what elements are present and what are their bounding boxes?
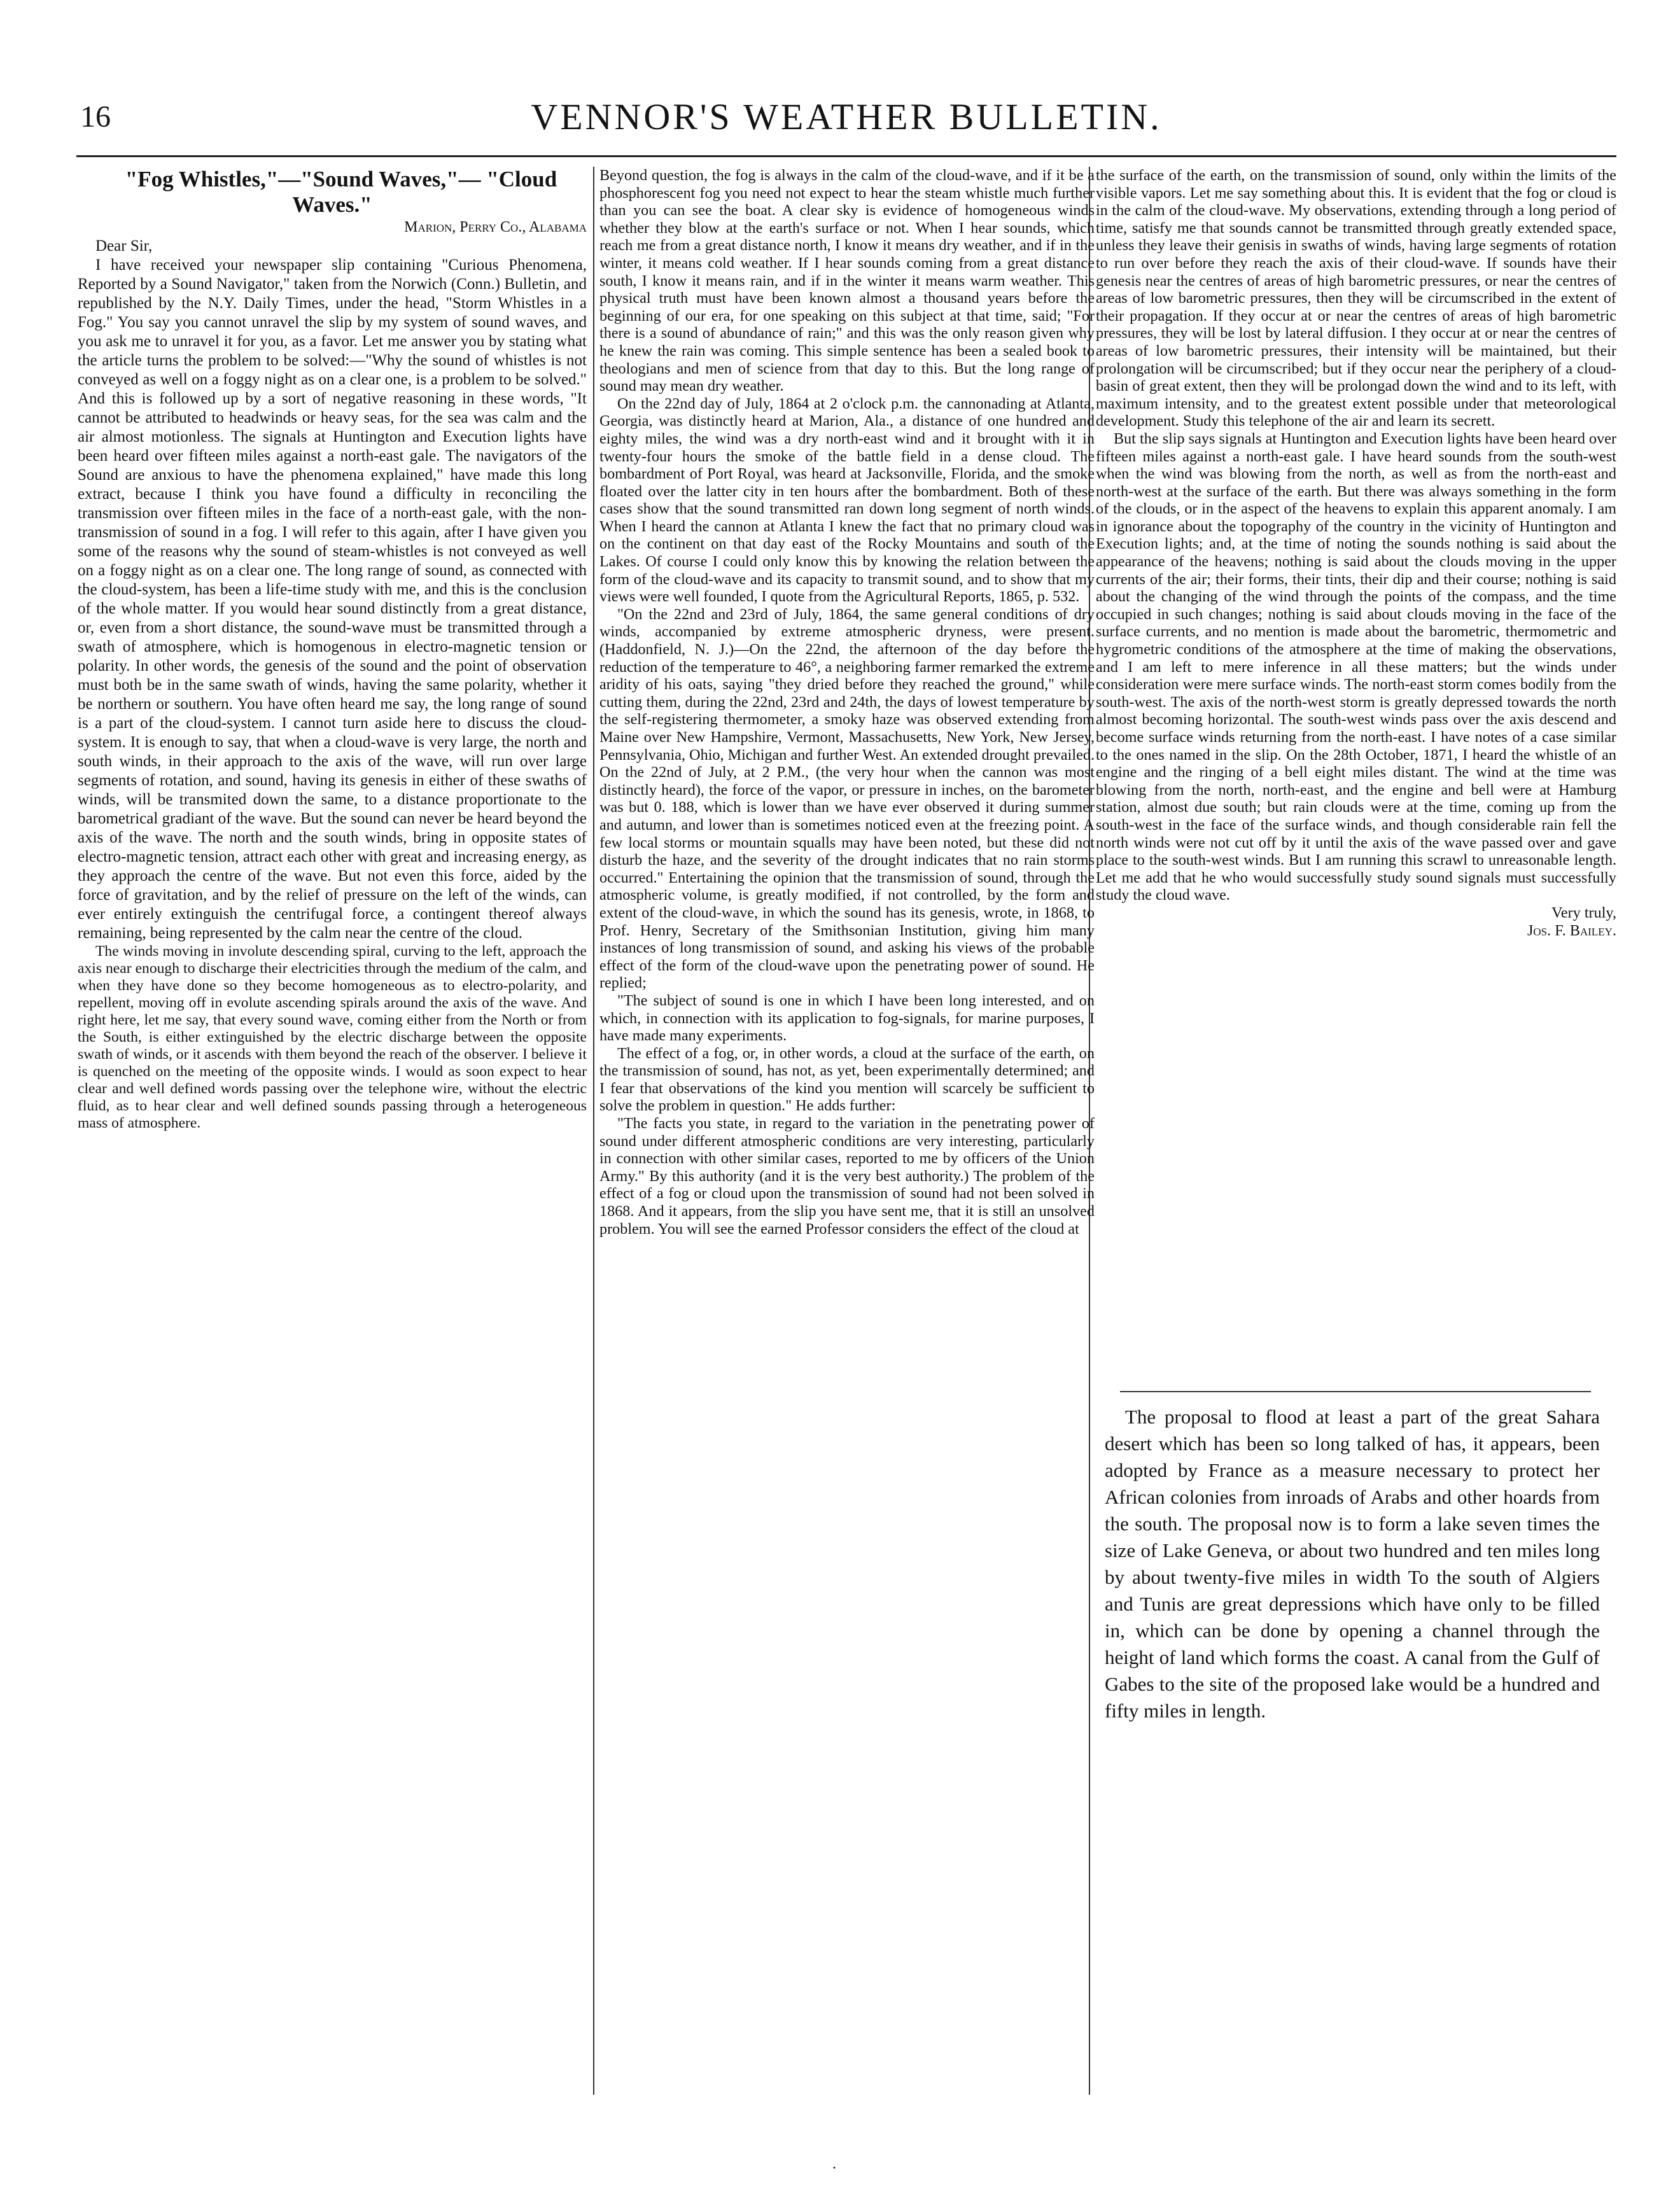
salutation: Dear Sir,	[95, 237, 153, 255]
footer-dot: .	[832, 2156, 836, 2172]
paragraph: The effect of a fog, or, in other words, a cloud at the surface of the earth, on the transmission of sound, has not, as yet, been experimentally determined; and I fear that observations of the kind you mention will scarcely be sufficient to solve the problem in question." He adds further:	[599, 1044, 1095, 1115]
header-rule	[76, 155, 1616, 157]
paragraph: On the 22nd day of July, 1864 at 2 o'clock p.m. the cannonading at Atlanta, Georgia, was distinctly heard at Marion, Ala., a distance of one hundred and eighty miles, the wind was a dry north-east wind and it brought with it in twenty-four hours the smoke of the battle field in a dense cloud. The bombardment of Port Royal, was heard at Jacksonville, Florida, and the smoke floated over the latter city in ten hours after the bombardment. Both of these cases show that the sound transmitted ran down long segment of north winds. When I heard the cannon at Atlanta I knew the fact that no primary cloud was on the continent on that day east of the Rocky Mountains and south of the Lakes. Of course I could only know this by knowing the relation between the form of the cloud-wave and its capacity to transmit sound, and to show that my views were well founded, I quote from the Agricultural Reports, 1865, p. 532.	[599, 395, 1095, 606]
bulletin-title: VENNOR'S WEATHER BULLETIN.	[531, 96, 1162, 137]
sahara-paragraph: The proposal to flood at least a part of the great Sahara desert which has been so long talked of has, it appears, been adopted by France as a measure necessary to protect her African colonies from inroads of Arabs and other hoards from the south. The proposal now is to form a lake seven times the size of Lake Geneva, or about two hundred and ten miles long by about twenty-five miles in width To the south of Algiers and Tunis are great depressions which have only to be filled in, which can be done by opening a channel through the height of land which forms the coast. A canal from the Gulf of Gabes to the site of the proposed lake would be a hundred and fifty miles in length.	[1105, 1406, 1600, 1722]
article-divider	[1120, 1391, 1591, 1392]
paragraph: I have received your newspaper slip containing "Curious Phenomena, Reported by a Sound Navigator," taken from the Norwich (Conn.) Bulletin, and republished by the N.Y. Daily Times, under the head, "Storm Whistles in a Fog." You say you cannot unravel the slip by my system of sound waves, and you ask me to unravel it for you, as a favor. Let me answer you by stating what the article turns the problem to be solved:—"Why the sound of whistles is not conveyed as well on a foggy night as on a clear one, is a problem to be solved." And this is followed up by a sort of negative reasoning in these words, "It cannot be attributed to headwinds or heavy seas, for the sea was calm and the air almost motionless. The signals at Huntington and Execution lights have been heard over fifteen miles against a north-east gale. The navigators of the Sound are anxious to have the phenomena explained," have made this long extract, because I think you have found a difficulty in reconciling the transmission over fifteen miles in the face of a north-east gale, with the non-transmission of sound in a fog. I will refer to this again, after I have given you some of the reasons why the sound of steam-whistles is not conveyed as well on a foggy night as on a clear one. The long range of sound, as connected with the cloud-system, has been a life-time study with me, and this is the conclusion of the whole matter. If you would hear sound distinctly from a great distance, or, even from a short distance, the sound-wave must be transmitted through a swath of atmosphere, which is homogenous in electro-magnetic tension or polarity. In other words, the genesis of the sound and the point of observation must both be in the same swath of winds, having the same polarity, whether it be northern or southern. You have often heard me say, the long range of sound is a part of the cloud-system. I cannot turn aside here to discuss the cloud-system. It is enough to say, that when a cloud-wave is very large, the north and south winds, in their approach to the axis of the wave, will run over large segments of rotation, and sound, having its genesis in either of these swaths of winds, will be transmited down the same, to a distance proportionate to the barometrical gradiant of the wave. But the sound can never be heard beyond the axis of the wave. The north and the south winds, bring in opposite states of electro-magnetic tension, attract each other with great and increasing energy, as they approach the centre of the wave. But not even this force, aided by the force of gravitation, and by the relief of pressure on the left of the winds, can ever entirely extinguish the centrifugal force, a contingent thereof always remaining, being represented by the calm near the centre of the cloud.	[78, 256, 587, 942]
column-1	[78, 167, 587, 2120]
paragraph: "On the 22nd and 23rd of July, 1864, the same general conditions of dry winds, accompanied by extreme atmospheric dryness, were present. (Haddonfield, N. J.)—On the 22nd, the afternoon of the day before the reduction of the temperature to 46°, a neighboring farmer remarked the extreme aridity of his oats, saying "they dried before they reached the ground," while cutting them, during the 22nd, 23rd and 24th, the days of lowest temperature by the self-registering thermometer, a smoky haze was observed extending from Maine over New Hampshire, Vermont, Massachusetts, New York, New Jersey, Pennsylvania, Ohio, Michigan and further West. An extended drought prevailed. On the 22nd of July, at 2 P.M., (the very hour when the cannon was most distinctly heard), the force of the vapor, or pressure in inches, on the barometer was but 0. 188, which is lower than we have ever observed it during summer and autumn, and lower than is sometimes noticed even at the freezing point. A few local storms or mountain squalls may have been noted, but these did not disturb the haze, and the severity of the drought indicates that no rain storms occurred." Entertaining the opinion that the transmission of sound, through the atmospheric volume, is greatly modified, if not controlled, by the form and extent of the cloud-wave, in which the sound has its genesis, wrote, in 1868, to Prof. Henry, Secretary of the Smithsonian Institution, giving him many instances of long transmission of sound, and asking his views of the probable effect of the form of the cloud-wave upon the penetrating power of sound. He replied;	[599, 605, 1095, 992]
paragraph: But the slip says signals at Huntington and Execution lights have been heard over fifteen miles against a north-east gale. I have heard sounds from the south-west when the wind was blowing from the north, as well as from the north-east and north-west at the surface of the earth. But there was always something in the form of the clouds, or in the aspect of the heavens to explain this apparent anomaly. I am in ignorance about the topography of the country in the vicinity of Huntington and Execution lights; and, at the time of noting the sounds nothing is said about the appearance of the heavens; nothing is said about the clouds moving in the upper currents of the air; their forms, their tints, their dip and their course; nothing is said about the changing of the wind through the points of the compass, and the time occupied in such changes; nothing is said about clouds moving in the face of the surface currents, and no mention is made about the barometric, thermometric and hygrometric conditions of the atmosphere at the time of making the observations, and I am left to mere inference in all these matters; but the winds under consideration were mere surface winds. The north-east storm comes bodily from the south-west. The axis of the north-west storm is greatly depressed towards the north almost becoming horizontal. The south-west winds pass over the axis descend and become surface winds returning from the north-east. I have notes of a case similar to the ones named in the slip. On the 28th October, 1871, I heard the whistle of an engine and the ringing of a bell eight miles distant. The wind at the time was blowing from the north, north-east, and the engine and bell were at Hamburg station, almost due south; but rain clouds were at the time, coming up from the south-west in the face of the surface winds, and though considerable rain fell the north winds were not cut off by it until the axis of the wave passed over and gave place to the south-west winds. But I am running this scrawl to unreasonable length. Let me add that he who would successfully study sound signals must successfully study the cloud wave.	[1096, 430, 1616, 904]
signature: Jos. F. Bailey.	[1527, 921, 1616, 939]
column-3	[1096, 167, 1616, 1376]
paragraph: Beyond question, the fog is always in the calm of the cloud-wave, and if it be a phosphorescent fog you need not expect to hear the steam whistle much further than you can see the boat. A clear sky is evidence of homogeneous winds whether they blow at the earth's surface or not. When I hear sounds, which reach me from a great distance north, I know it means dry weather, and if in the winter, it means cold weather. If I hear sounds coming from a great distance south, I know it means rain, and if in the winter it means warm weather. This physical truth must have been known almost a thousand years before the beginning of our era, for one speaking on this subject at that time, said; "For there is a sound of abundance of rain;" and this was the only reason given why he knew the rain was coming. This simple sentence has been a sealed book to theologians and men of science from that day to this. But the long range of sound may mean dry weather.	[599, 167, 1095, 395]
paragraph: The winds moving in involute descending spiral, curving to the left, approach the axis near enough to discharge their electricities through the medium of the calm, and when they have done so they become homogeneous as to electro-polarity, and repellent, moving off in evolute ascending spirals around the axis of the wave. And right here, let me say, that every sound wave, coming either from the North or from the South, is either extinguished by the electric discharge between the opposite swath of winds, or it ascends with them beyond the reach of the observer. I believe it is quenched on the meeting of the opposite winds. I would as soon expect to hear clear and well defined words passing over the telephone wire, without the electric fluid, as to hear clear and well defined sounds passing through a heterogeneous mass of atmosphere.	[78, 943, 587, 1131]
dateline: Marion, Perry Co., Alabama	[404, 219, 587, 235]
column-rule-left	[593, 167, 594, 2095]
page-number: 16	[80, 100, 111, 134]
paragraph: "The subject of sound is one in which I have been long interested, and on which, in connection with its application to fog-signals, for marine purposes, I have made many experiments.	[599, 991, 1095, 1045]
paragraph: "The facts you state, in regard to the variation in the penetrating power of sound under different atmospheric conditions are very interesting, particularly in connection with other similar cases, reported to me by officers of the Union Army." By this authority (and it is the very best authority.) The problem of the effect of a fog or cloud upon the transmission of sound had not been solved in 1868. And it appears, from the slip you have sent me, that it is still an unsolved problem. You will see the earned Professor considers the effect of the cloud at	[599, 1115, 1095, 1238]
page-header	[76, 95, 1616, 146]
sahara-article	[1105, 1404, 1600, 1724]
paragraph: the surface of the earth, on the transmission of sound, only within the limits of the visible vapors. Let me say something about this. It is evident that the fog or cloud is in the calm of the cloud-wave. My observations, extending through a long period of time, satisfy me that sounds cannot be transmitted through greatly extended space, unless they leave their genisis in swaths of winds, having large segments of rotation to run over before they reach the axis of their cloud-wave. If sounds have their genesis near the centres of areas of high barometric pressures, or near the centres of areas of low barometric pressures, then they will be circumscribed in the extent of their propagation. If they occur at or near the centres of areas of high barometric pressures, they will be lost by lateral diffusion. I they occur at or near the centres of areas of low barometric pressures, their intensity will be maintained, but their prolongation will be circumscribed; but if they occur near the periphery of a cloud-basin of great extent, then they will be prolongad down the wind and to its left, with maximum intensity, and to the greatest extent possible under that meteorological development. Study this telephone of the air and learn its secrett.	[1096, 167, 1616, 430]
article-title: "Fog Whistles,"—"Sound Waves,"— "Cloud Waves."	[125, 167, 557, 217]
closing: Very truly,	[1551, 904, 1616, 921]
column-2	[599, 167, 1095, 2120]
